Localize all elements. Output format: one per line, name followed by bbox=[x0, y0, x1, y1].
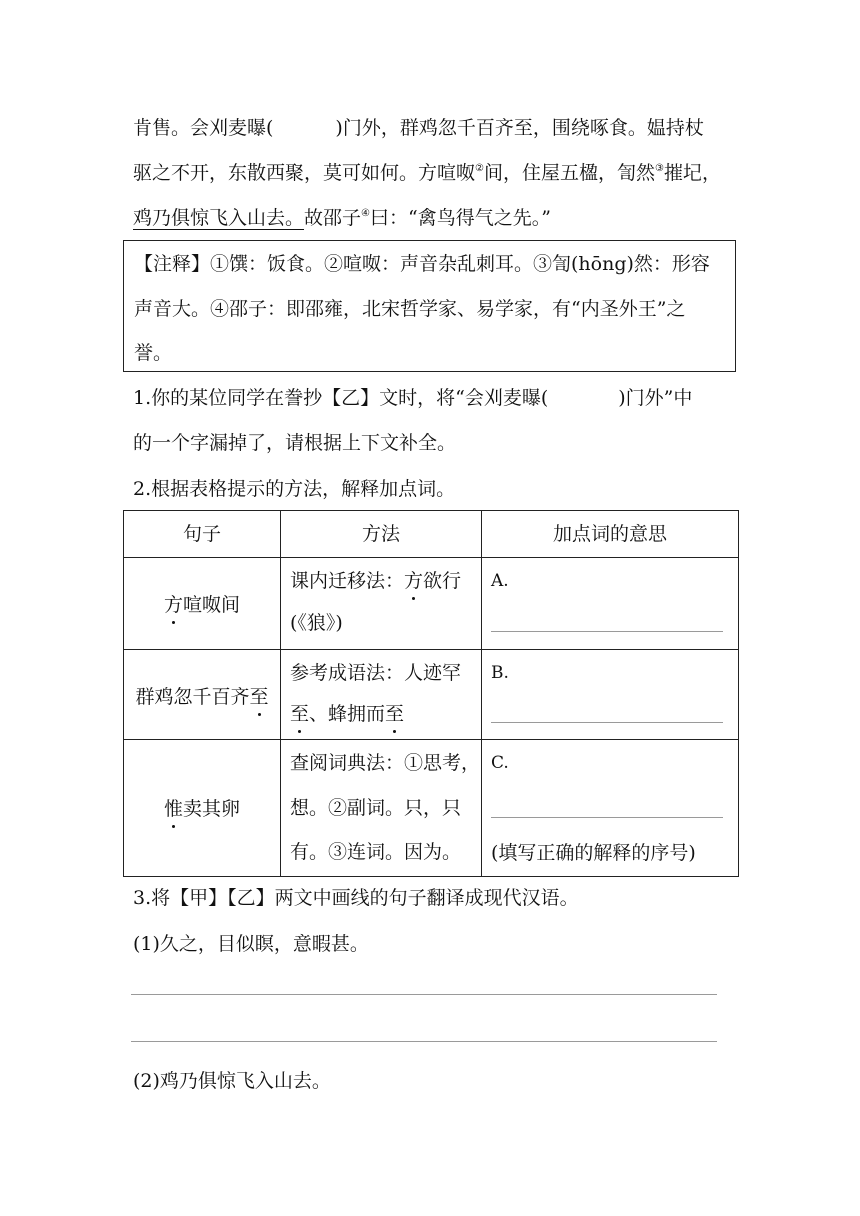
sentence-text: 喧呶间 bbox=[183, 594, 241, 616]
table-header: 加点词的意思 bbox=[482, 511, 739, 558]
method-text: 欲行 bbox=[423, 570, 462, 592]
sentence-cell bbox=[124, 558, 281, 650]
method-text: 查阅词典法：①思考， bbox=[290, 752, 481, 774]
note-marker: ② bbox=[475, 163, 484, 174]
passage-text: )门外，群鸡忽千百齐至，围绕啄食。媪持杖 bbox=[335, 117, 704, 139]
passage-text: 肯售。会刈麦曝( bbox=[133, 117, 274, 139]
method-text: 课内迁移法： bbox=[290, 570, 405, 592]
question-3-item-1: (1)久之，目似瞑，意暇甚。 bbox=[133, 933, 369, 955]
question-1-line-2: 的一个字漏掉了，请根据上下文补全。 bbox=[133, 432, 457, 454]
answer-label: A. bbox=[491, 571, 509, 591]
note-line: 声音大。④邵子：即邵雍，北宋哲学家、易学家，有“内圣外王”之 bbox=[134, 298, 686, 320]
passage-text: 驱之不开，东散西聚，莫可如何。方喧呶 bbox=[133, 162, 476, 184]
passage-line-1 bbox=[133, 116, 704, 140]
table-header: 句子 bbox=[124, 511, 281, 558]
method-cell bbox=[281, 558, 482, 650]
note-line: 誉。 bbox=[134, 342, 173, 364]
passage-text: 摧圮， bbox=[663, 162, 721, 184]
method-cell bbox=[281, 740, 482, 877]
answer-line[interactable] bbox=[131, 1041, 717, 1042]
method-text: (《狼》) bbox=[290, 612, 343, 634]
sentence-cell bbox=[124, 740, 281, 877]
answer-blank-line[interactable] bbox=[491, 631, 723, 632]
notes-box bbox=[123, 240, 736, 372]
dotted-word: 惟 bbox=[164, 794, 183, 821]
question-text: 1.你的某位同学在誊抄【乙】文时，将“会刈麦曝( bbox=[133, 387, 549, 409]
question-3-title: 3.将【甲】【乙】两文中画线的句子翻译成现代汉语。 bbox=[133, 887, 579, 909]
table-row bbox=[124, 650, 739, 740]
answer-cell[interactable] bbox=[482, 558, 739, 650]
table-row bbox=[124, 558, 739, 650]
method-text: 、蜂拥而 bbox=[309, 703, 386, 725]
sentence-text: 卖其卵 bbox=[183, 798, 241, 820]
passage-text: 间，住屋五楹，訇然 bbox=[483, 162, 655, 184]
dotted-word: 至 bbox=[385, 703, 405, 725]
answer-blank-line[interactable] bbox=[491, 817, 723, 818]
note-marker: ④ bbox=[361, 208, 370, 219]
method-cell bbox=[281, 650, 482, 740]
sentence-text: 群鸡忽千百齐 bbox=[135, 686, 250, 708]
answer-line[interactable] bbox=[131, 994, 717, 995]
method-text: 参考成语法：人迹罕 bbox=[290, 662, 462, 684]
method-text: 想。②副词。只，只 bbox=[290, 797, 462, 819]
sentence-cell bbox=[124, 650, 281, 740]
methods-table bbox=[123, 510, 739, 877]
answer-label: C. bbox=[491, 753, 509, 773]
dotted-word: 至 bbox=[290, 703, 310, 725]
question-3-item-2: (2)鸡乃俱惊飞入山去。 bbox=[133, 1070, 331, 1092]
answer-label: B. bbox=[491, 663, 509, 683]
table-header: 方法 bbox=[281, 511, 482, 558]
answer-cell[interactable] bbox=[482, 740, 739, 877]
note-line: 【注释】①馔：饭食。②喧呶：声音杂乱刺耳。③訇(hōng)然：形容 bbox=[134, 253, 710, 275]
passage-line-2 bbox=[133, 161, 721, 185]
dotted-word: 至 bbox=[250, 682, 269, 709]
dotted-word: 方 bbox=[164, 590, 183, 617]
passage-line-3 bbox=[133, 206, 551, 230]
table-row bbox=[124, 740, 739, 877]
passage-text: 曰：“禽鸟得气之先。” bbox=[370, 207, 551, 229]
question-text: )门外”中 bbox=[618, 387, 693, 409]
table-header-row bbox=[124, 511, 739, 558]
answer-hint: (填写正确的解释的序号) bbox=[491, 842, 696, 864]
passage-text: 故邵子 bbox=[304, 207, 362, 229]
answer-blank-line[interactable] bbox=[491, 722, 723, 723]
question-2-title: 2.根据表格提示的方法，解释加点词。 bbox=[133, 478, 456, 500]
dotted-word: 方 bbox=[404, 570, 424, 592]
underlined-sentence: 鸡乃俱惊飞入山去。 bbox=[133, 207, 305, 229]
method-text: 有。③连词。因为。 bbox=[290, 841, 462, 863]
answer-cell[interactable] bbox=[482, 650, 739, 740]
question-1-line-1 bbox=[133, 386, 692, 410]
note-marker: ③ bbox=[655, 163, 664, 174]
